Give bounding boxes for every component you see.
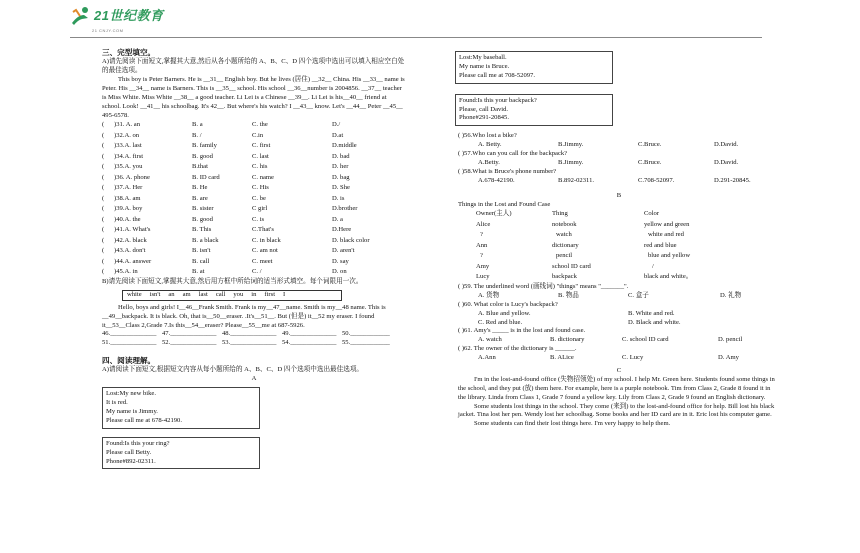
header-divider [70,37,762,38]
notice-box-found-backpack: Found:Is this your backpack? Please, call David. Phone#291-20845. [455,94,613,127]
choice-row: ( )37.A. Her B. He C. His D. She [102,184,350,192]
choice-list [102,120,406,278]
answer-blank[interactable]: 49.______________ [282,330,337,338]
notice-box-found-ring: Found:Is this your ring? Please call Betty. Phone#892-02311. [102,437,260,470]
answer-blank[interactable]: 50.____________ [342,330,390,338]
section3-passage: This boy is Peter Barners. He is __31__ English boy. But he lives (居住) __32__ China. His __33__ name is Peter. His __34__ name is Barners. This is __35__ school. His school __36__number is 2004856. __37__ teacher is Miss White. Miss White __38__ a good teacher. Li Lei is a Chinese __39__. Li Lei is his__40__ friend at school. Look! __41__ his schoolbag. It's 42__. But where's his watch? I __43__ know. Let's __44__ Peter __45__ 495-6578. [102,76,405,119]
table-row: Amy school ID card / [476,262,654,270]
question-61: ( )61. Amy's _____ is in the lost and found case. A. watch B. dictionary C. school ID card D. pencil [458,327,743,344]
logo-text: 21世纪教育 [94,8,164,24]
notice-box-lost-bike: Lost:My new bike. It is red. My name is Jimmy. Please call me at 678-42190. [102,387,260,429]
lost-found-table [458,209,780,283]
logo [70,6,163,26]
choice-row: ( )31. A. an B. a C. the D./ [102,121,341,129]
notice-box-lost-baseball: Lost:My baseball. My name is Bruce. Please call me at 708-52097. [455,51,613,84]
table-row: ? pencil blue and yellow [480,252,691,260]
word-item: in [251,290,257,298]
answer-blank[interactable]: 51.______________ [102,339,157,347]
choice-row: ( )43.A. don't B. isn't C. am not D. aren't [102,247,355,255]
answer-blank[interactable]: 46.______________ [102,330,157,338]
answer-blank[interactable]: 53.______________ [222,339,277,347]
section3-b-passage: Hello, boys and girls! I__46__Frank Smith. Frank is my__47__name. Smith is my__48 name. This is __49__backpack. It is black. Oh, that is__50__eraser. .It's__51__. But (但是) it__52 my eraser. I found it__53__Class 2,Grade 7.Is this__54__eraser? Please__55__me at 687-5926. [102,303,386,329]
word-item: am [182,290,191,298]
answer-blanks [102,330,406,348]
table-row: Owner(主人) Thing Color [476,210,660,218]
choice-row: ( )36. A. phone B. ID card C. name D. bag [102,173,350,181]
word-box [122,290,342,301]
choice-row: ( )44.A. answer B. call C. meet D. say [102,257,349,265]
left-column [102,48,406,472]
word-item: an [168,290,175,298]
right-column [458,51,780,429]
answer-blank[interactable]: 47.______________ [162,330,217,338]
table-title: Things in the Lost and Found Case [458,200,551,208]
question-59: ( )59. The underlined word (画线词) "things" means "_______". A. 货物 B. 物品 C. 盒子 D. 礼物 [458,282,742,299]
answer-blank[interactable]: 48.______________ [222,330,277,338]
question-60: ( )60. What color is Lucy's backpack? A. Blue and yellow. B. White and red. C. Red and blue. D. Black and white. [458,300,681,326]
part-c-label: C [616,366,622,374]
choice-row: ( )38.A. am B. are C. be D. is [102,194,345,202]
choice-row: ( )39.A. boy B. sister C girl D.brother [102,205,358,213]
table-row: Ann dictionary red and blue [476,241,677,249]
table-row: Lucy backpack black and white。 [476,273,693,281]
word-item: isn't [149,290,161,298]
word-item: you [233,290,244,298]
passage-c-para3: Some students can find their lost things here. I'm very happy to help them. [474,420,671,428]
choice-row: ( )40.A. the B. good C. is D. a [102,215,343,223]
word-item: I [283,290,286,298]
section3-b-instructions: B)请先阅读下面短文,掌握其大意,然后用方框中所给词的适当形式填空。每个词限用一次。 [102,277,363,285]
choice-row: ( )32.A. on B. / C.in D.at [102,131,344,139]
table-row: ? watch white and red [480,231,684,239]
choice-row: ( )34.A. first B. good C. last D. bad [102,152,350,160]
section3-title: 三、完型填空。 [102,48,156,57]
question-62: ( )62. The owner of the dictionary is ______. A.Ann B. ALice C. Lucy D. Amy [458,345,739,362]
section4-title: 四、阅读理解。 [102,356,156,366]
passage-c-para1: I'm in the lost-and-found office (失物招领处) of my school. I help Mr. Green here. Students found some things in the school, and they put (放) them here. For example, here is a purple notebook. Tim from Class 2, Grade 8 found it in the library. Linda from Class 1, Grade 7 found a yellow key. Lily from Class 2, Grade 9 found an English dictionary. [458,375,775,401]
choice-row: ( )45.A. in B. at C. / D. on [102,268,347,276]
word-item: white [127,290,142,298]
choice-row: ( )35.A. you B.that C. his D. her [102,163,349,171]
part-b-label: B [616,191,622,199]
choice-row: ( )42.A. black B. a black C. in black D. black color [102,236,370,244]
table-row: Alice notebook yellow and green [476,220,690,228]
question-58: ( )58.What is Bruce's phone number? A.678-42190. B.892-02311. C.708-52097. D.291-20845. [458,167,751,184]
question-56: ( )56.Who lost a bike? A. Betty. B.Jimmy. C.Bruce. D.David. [458,132,739,149]
section3-a-instructions: A)请先阅读下面短文,掌握其大意,然后从各小题所给的 A、B、C、D 四个选项中选出可以填入相应空白处的最佳选项。 [102,58,405,75]
passage-c-para2: Some students lost things in the school. They come (来到) to the lost-and-found office for help. Bill lost his black jacket. Tina lost her pen. Wendy lost her schoolbag. Some books and her ID card are in it. Eric lost his computer game. [458,402,775,419]
word-item: last [198,290,208,298]
part-a-label: A [251,375,257,383]
word-item: first [264,290,276,298]
choice-row: ( )41.A. What's B. This C.That's D.Here [102,226,352,234]
answer-blank[interactable]: 52.______________ [162,339,217,347]
question-57: ( )57.Who can you call for the backpack? A.Betty. B.Jimmy. C.Bruce. D.David. [458,150,739,167]
runner-logo-icon [70,6,92,26]
choice-row: ( )33.A. last B. family C. first D.middle [102,142,357,150]
logo-subtitle: 21 CNJY.COM [92,28,124,33]
word-item: call [215,290,226,298]
answer-blank[interactable]: 55.____________ [342,339,390,347]
answer-blank[interactable]: 54.______________ [282,339,337,347]
section4-instructions: A)请阅读下面短文,根据短文内容从每小题所给的 A、B、C、D 四个选项中选出最佳选项。 [102,366,364,374]
